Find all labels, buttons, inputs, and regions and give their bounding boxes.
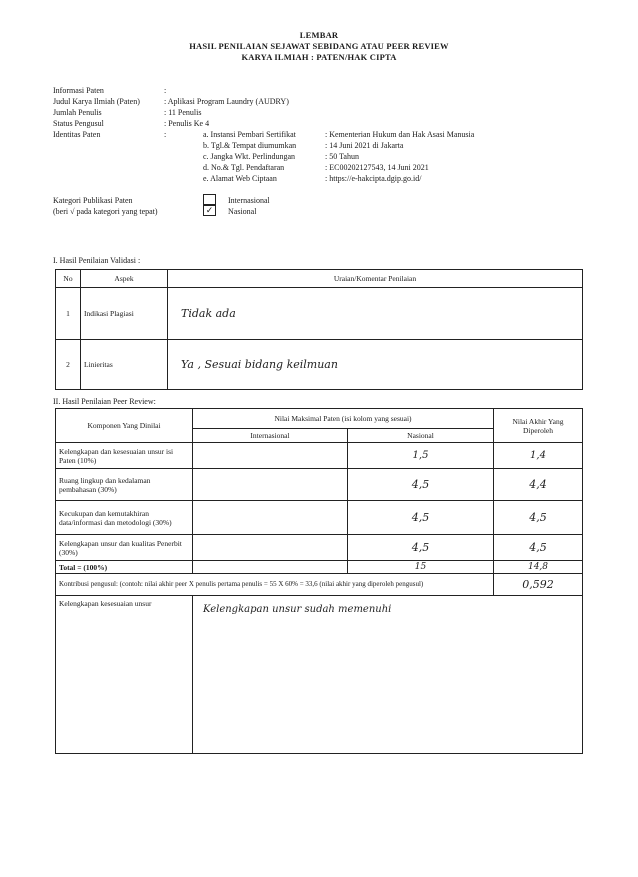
nasional-3-cell	[348, 501, 494, 535]
total-nasional: 15	[414, 562, 427, 572]
internasional-1	[193, 443, 348, 469]
checkbox-nasional[interactable]	[203, 205, 216, 216]
colon-identitas: :	[164, 130, 167, 139]
row1-comment: Tidak ada	[181, 307, 236, 320]
col-no-header: No	[56, 270, 81, 288]
col-nilai-maks-header: Nilai Maksimal Paten (isi kolom yang sesuai)	[193, 409, 494, 429]
doc-title-line1: LEMBAR	[299, 30, 339, 40]
total-akhir-cell	[494, 561, 583, 574]
internasional-2	[193, 469, 348, 501]
label-judul: Judul Karya Ilmiah (Paten)	[53, 97, 140, 106]
identitas-value-b: : 14 Juni 2021 di Jakarta	[325, 141, 404, 150]
identitas-label-e: e. Alamat Web Ciptaan	[203, 174, 277, 183]
checkbox-internasional[interactable]	[203, 194, 216, 205]
col-uraian-header: Uraian/Komentar Penilaian	[168, 270, 583, 288]
row2-no: 2	[56, 340, 81, 390]
identitas-label-d: d. No.& Tgl. Pendaftaran	[203, 163, 285, 172]
internasional-4	[193, 535, 348, 561]
kategori-label: Kategori Publikasi Paten	[53, 196, 133, 205]
row1-aspek: Indikasi Plagiasi	[81, 288, 168, 340]
col-komponen-header: Komponen Yang Dinilai	[56, 409, 193, 443]
kategori-sub: (beri √ pada kategori yang tepat)	[53, 207, 158, 216]
validasi-table	[55, 269, 583, 390]
doc-title-line3: KARYA ILMIAH : PATEN/HAK CIPTA	[241, 52, 397, 62]
value-judul: : Aplikasi Program Laundry (AUDRY)	[164, 97, 289, 106]
value-jumlah-penulis: : 11 Penulis	[164, 108, 202, 117]
komponen-1: Kelengkapan dan kesesuaian unsur isi Paten (10%)	[56, 443, 193, 469]
nasional-4: 4,5	[411, 541, 430, 554]
col-nilai-akhir-header: Nilai Akhir Yang Diperoleh	[494, 409, 583, 443]
nasional-1-cell	[348, 443, 494, 469]
akhir-3-cell	[494, 501, 583, 535]
row2-comment: Ya , Sesuai bidang keilmuan	[181, 358, 338, 371]
akhir-1: 1,4	[530, 450, 546, 461]
doc-title-line2: HASIL PENILAIAN SEJAWAT SEBIDANG ATAU PEER REVIEW	[189, 41, 449, 51]
identitas-label-b: b. Tgl.& Tempat diumumkan	[203, 141, 297, 150]
identitas-value-c: : 50 Tahun	[325, 152, 359, 161]
value-status-pengusul: : Penulis Ke 4	[164, 119, 210, 128]
akhir-4: 4,5	[529, 541, 547, 554]
total-nasional-cell	[348, 561, 494, 574]
section1-title: I. Hasil Penilaian Validasi :	[53, 256, 141, 265]
label-status-pengusul: Status Pengusul	[53, 119, 104, 128]
label-identitas-paten: Identitas Paten	[53, 130, 101, 139]
row2-aspek: Linieritas	[81, 340, 168, 390]
nasional-1: 1,5	[412, 450, 429, 461]
akhir-1-cell	[494, 443, 583, 469]
nasional-2-cell	[348, 469, 494, 501]
kategori-nasional-label: Nasional	[228, 207, 257, 216]
identitas-value-a: : Kementerian Hukum dan Hak Asasi Manusia	[325, 130, 475, 139]
nasional-3: 4,5	[411, 511, 430, 524]
total-akhir: 14,8	[527, 562, 549, 572]
section2-title: II. Hasil Penilaian Peer Review:	[53, 397, 156, 406]
akhir-3: 4,5	[529, 511, 547, 524]
akhir-2-cell	[494, 469, 583, 501]
row1-comment-cell	[168, 288, 583, 340]
peer-review-table	[55, 408, 583, 754]
label-informasi-paten: Informasi Paten	[53, 86, 104, 95]
total-internasional	[193, 561, 348, 574]
identitas-value-d: : EC00202127543, 14 Juni 2021	[325, 163, 429, 172]
komentar-label: Kelengkapan kesesuaian unsur	[56, 596, 193, 754]
col-aspek-header: Aspek	[81, 270, 168, 288]
kategori-internasional-label: Internasional	[228, 196, 270, 205]
check-icon: ✓	[205, 205, 214, 215]
komponen-4: Kelengkapan unsur dan kualitas Penerbit (30%)	[56, 535, 193, 561]
akhir-4-cell	[494, 535, 583, 561]
nasional-2: 4,5	[411, 478, 430, 491]
komentar-value: Kelengkapan unsur sudah memenuhi	[203, 604, 392, 615]
label-jumlah-penulis: Jumlah Penulis	[53, 108, 102, 117]
kontribusi-label: Kontribusi pengusul: (contoh: nilai akhir peer X penulis pertama penulis = 55 X 60% = 33,6 (nilai akhir yang diperoleh pengusul)	[56, 574, 494, 596]
kontribusi-value: 0,592	[522, 578, 554, 591]
total-label: Total = (100%)	[56, 561, 193, 574]
colon-informasi: :	[164, 86, 167, 95]
kontribusi-value-cell	[494, 574, 583, 596]
row1-no: 1	[56, 288, 81, 340]
nasional-4-cell	[348, 535, 494, 561]
akhir-2: 4,4	[529, 478, 547, 491]
identitas-label-a: a. Instansi Pembari Sertifikat	[203, 130, 296, 139]
identitas-value-e: : https://e-hakcipta.dgip.go.id/	[325, 174, 422, 183]
identitas-label-c: c. Jangka Wkt. Perlindungan	[203, 152, 296, 161]
komponen-3: Kecukupan dan kemutakhiran data/informasi dan metodologi (30%)	[56, 501, 193, 535]
komentar-cell	[193, 596, 583, 754]
col-internasional-header: Internasional	[193, 429, 348, 443]
row2-comment-cell	[168, 340, 583, 390]
col-nasional-header: Nasional	[348, 429, 494, 443]
internasional-3	[193, 501, 348, 535]
komponen-2: Ruang lingkup dan kedalaman pembahasan (30%)	[56, 469, 193, 501]
